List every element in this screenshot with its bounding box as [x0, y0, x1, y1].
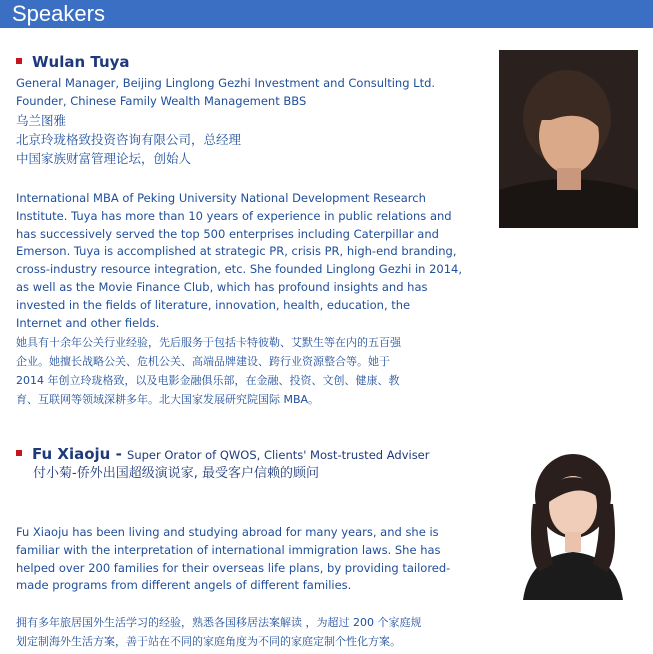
bio-line-cn: 企业。她擅长战略公关、危机公关、高端品牌建设、跨行业资源整合等。她于 [16, 355, 390, 368]
speaker-subtitle: Super Orator of QWOS, Clients' Most-trusted Adviser [127, 448, 430, 462]
speaker-name-row [16, 52, 130, 76]
bio-line-cn: 她具有十余年公关行业经验，先后服务于包括卡特彼勒、艾默生等在内的五百强 [16, 336, 401, 349]
bio-line-cn: 划定制海外生活方案，善于站在不同的家庭角度为不同的家庭定制个性化方案。 [16, 635, 401, 648]
speaker-bio-cn [16, 613, 421, 651]
speaker-name: Wulan Tuya [32, 53, 130, 71]
bio-line: International MBA of Peking University National Development Research [16, 191, 426, 205]
bio-line: made programs from different angels of different families. [16, 578, 352, 593]
speaker-photo [499, 50, 638, 228]
section-title: Speakers [12, 1, 105, 26]
speaker-bio-en [16, 190, 462, 332]
speaker-roles [16, 75, 435, 168]
bullet-icon [16, 58, 22, 64]
role-line: Founder, Chinese Family Wealth Management BBS [16, 93, 307, 108]
bio-line-cn: 2014 年创立玲珑格致，以及电影金融俱乐部，在金融、投资、文创、健康、教 [16, 374, 400, 387]
bio-line: Internet and other fields. [16, 315, 160, 330]
bio-line-cn: 育、互联网等领域深耕多年。北大国家发展研究院国际 MBA。 [16, 393, 320, 406]
role-line-cn: 中国家族财富管理论坛，创始人 [16, 150, 192, 166]
bio-line: cross-industry resource integration, etc. She founded Linglong Gezhi in 2014, [16, 262, 463, 277]
bio-line: Emerson. Tuya is accomplished at strategic PR, crisis PR, high-end branding, [16, 244, 457, 259]
bio-line: as well as the Movie Finance Club, which has profound insights and has [16, 279, 428, 294]
speaker-bio-en [16, 524, 450, 595]
section-header [0, 0, 653, 28]
speaker-bio-cn [16, 333, 401, 409]
portrait-image [519, 444, 627, 600]
bio-line: helped over 200 families for their overseas life plans, by providing tailored- [16, 560, 451, 575]
portrait-image [499, 50, 638, 228]
speaker-subtitle-cn: 付小菊-侨外出国超级演说家, 最受客户信赖的顾问 [33, 466, 319, 481]
speaker-photo [519, 444, 627, 600]
bio-line-cn: 拥有多年旅居国外生活学习的经验，熟悉各国移居法案解读 ，为超过 200 个家庭规 [16, 616, 422, 629]
bio-line: familiar with the interpretation of international immigration laws. She has [16, 542, 441, 557]
bio-line: has successively served the top 500 enterprises including Caterpillar and [16, 226, 439, 241]
bullet-icon [16, 450, 22, 456]
role-line-cn: 乌兰图雅 [16, 112, 67, 128]
speaker-name: Fu Xiaoju [32, 445, 111, 463]
role-line: General Manager, Beijing Linglong Gezhi Investment and Consulting Ltd. [16, 76, 436, 90]
name-separator: - [110, 445, 128, 463]
role-line-cn: 北京玲珑格致投资咨询有限公司，总经理 [16, 131, 242, 147]
bio-line: Fu Xiaoju has been living and studying abroad for many years, and she is [16, 525, 439, 539]
bio-line: invested in the fields of literature, innovation, health, education, the [16, 297, 411, 312]
bio-line: Institute. Tuya has more than 10 years of experience in public relations and [16, 208, 452, 223]
